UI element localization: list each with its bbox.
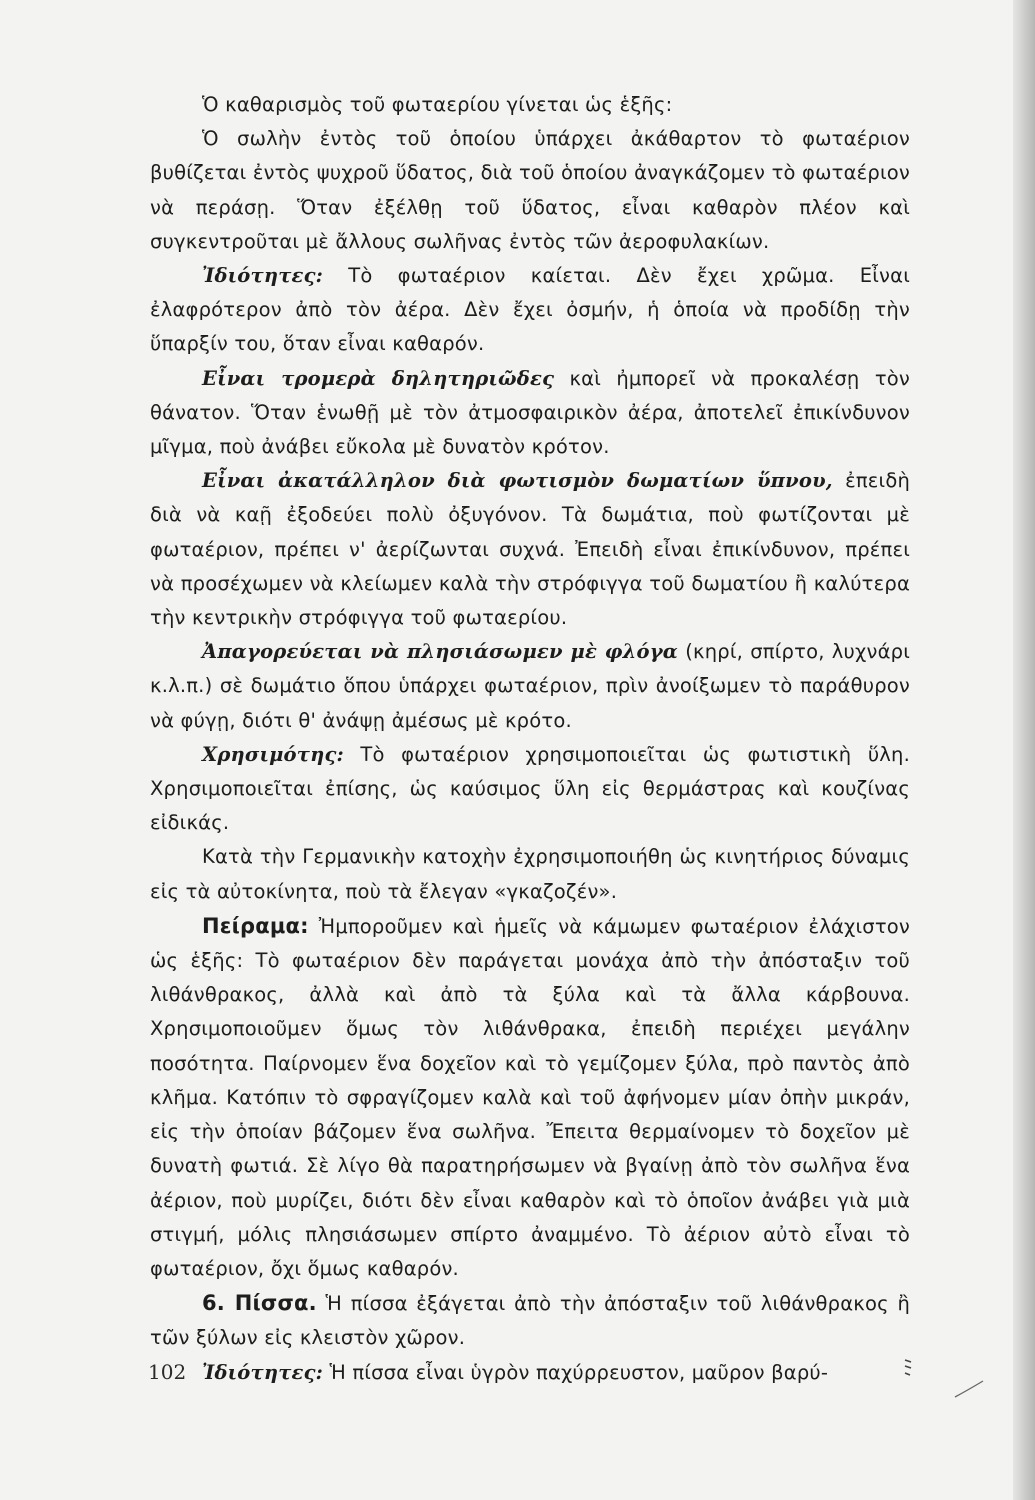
paragraph-usefulness <box>150 738 910 841</box>
paragraph-occupation <box>150 840 910 908</box>
paragraph-text: Ὁ σωλὴν ἐντὸς τοῦ ὁποίου ὑπάρχει ἀκάθαρτον τὸ φωταέριον βυθίζεται ἐντὸς ψυχροῦ ὕδατος, διὰ τοῦ ὁποίου ἀναγκάζομεν τὸ φωταέριον νὰ περάσῃ. Ὅταν ἐξέλθῃ τοῦ ὕδατος, εἶναι καθαρὸν πλέον καὶ συγκεντροῦται μὲ ἄλλους σωλῆνας ἐντὸς τῶν ἀεροφυλακίων. <box>150 127 910 253</box>
page-number: 102 <box>148 1360 187 1384</box>
page-edge <box>1013 0 1035 1500</box>
paragraph-pitch-properties <box>150 1356 910 1390</box>
section-heading-pitch: 6. Πίσσα. <box>202 1291 317 1316</box>
paragraph-properties <box>150 259 910 362</box>
paragraph-lead: Εἶναι ἀκατάλληλον διὰ φωτισμὸν δωματίων ὕπνου, <box>202 469 833 493</box>
paragraph-lead: Ἰδιότητες: <box>202 1360 324 1384</box>
paragraph-text: (κηρί, σπίρτο, λυχνάρι κ.λ.π.) σὲ δωμάτιο ὅπου ὑπάρχει φωταέριον, πρὶν ἀνοίξωμεν τὸ παράθυρον νὰ φύγῃ, διότι θ' ἀνάψῃ ἀμέσως μὲ κρότο. <box>150 640 910 732</box>
paragraph-purification-intro <box>150 88 910 122</box>
body-text <box>150 88 910 1390</box>
paragraph-text: Ὁ καθαρισμὸς τοῦ φωταερίου γίνεται ὡς ἑξῆς: <box>202 93 673 116</box>
paragraph-text: Τὸ φωταέριον χρησιμοποιεῖται ὡς φωτιστικὴ ὕλη. Χρησιμοποιεῖται ἐπίσης, ὡς καύσιμος ὕλη εἰς θερμάστρας καὶ κουζίνας εἰδικάς. <box>150 742 910 835</box>
paragraph-text: ἐπειδὴ διὰ νὰ καῇ ἐξοδεύει πολὺ ὀξυγόνον. Τὰ δωμάτια, ποὺ φωτίζονται μὲ φωταέριον, πρέπει ν' ἀερίζωνται συχνά. Ἐπειδὴ εἶναι ἐπικίνδυνον, πρέπει νὰ προσέχωμεν νὰ κλείωμεν καλὰ τὴν στρόφιγγα τοῦ δωματίου ἢ καλύτερα τὴν κεντρικὴν στρόφιγγα τοῦ φωταερίου. <box>150 469 911 630</box>
ink-mark-icon <box>903 1357 913 1379</box>
paragraph-flame-warning <box>150 635 910 738</box>
paragraph-experiment <box>150 909 910 1286</box>
paragraph-pitch <box>150 1286 910 1355</box>
paragraph-lead: Εἶναι τρομερὰ δηλητηριῶδες <box>202 366 555 390</box>
paragraph-purification-process <box>150 122 910 259</box>
paragraph-text: καὶ ἠμπορεῖ νὰ προκαλέσῃ τὸν θάνατον. Ὅταν ἑνωθῇ μὲ τὸν ἀτμοσφαιρικὸν ἀέρα, ἀποτελεῖ ἐπικίνδυνον μῖγμα, ποὺ ἀνάβει εὔκολα μὲ δυνατὸν κρότον. <box>150 366 910 459</box>
paragraph-poisonous <box>150 362 910 465</box>
paragraph-lead: Χρησιμότης: <box>202 742 344 766</box>
paragraph-text: Ἡ πίσσα εἶναι ὑγρὸν παχύρρευστον, μαῦρον βαρύ- <box>329 1360 829 1384</box>
ink-smudge-icon <box>952 1378 986 1400</box>
paragraph-text: Ἡ πίσσα ἐξάγεται ἀπὸ τὴν ἀπόσταξιν τοῦ λιθάνθρακος ἢ τῶν ξύλων εἰς κλειστὸν χῶρον. <box>150 1292 911 1350</box>
paragraph-bedroom-warning <box>150 464 910 635</box>
paragraph-text: Κατὰ τὴν Γερμανικὴν κατοχὴν ἐχρησιμοποιήθη ὡς κινητήριος δύναμις εἰς τὰ αὐτοκίνητα, ποὺ τὰ ἔλεγαν «γκαζοζέν». <box>150 845 910 903</box>
paragraph-lead: Ἀπαγορεύεται νὰ πλησιάσωμεν μὲ φλόγα <box>202 640 679 664</box>
paragraph-text: Ἠμποροῦμεν καὶ ἡμεῖς νὰ κάμωμεν φωταέριον ἐλάχιστον ὡς ἑξῆς: Τὸ φωταέριον δὲν παράγεται μονάχα ἀπὸ τὴν ἀπόσταξιν τοῦ λιθάνθρακος, ἀλλὰ καὶ ἀπὸ τὰ ξύλα καὶ τὰ ἄλλα κάρβουνα. Χρησιμοποιοῦμεν ὅμως τὸν λιθάνθρακα, ἐπειδὴ περιέχει μεγάλην ποσότητα. Παίρνομεν ἕνα δοχεῖον καὶ τὸ γεμίζομεν ξύλα, πρὸ παντὸς ἀπὸ κλῆμα. Κατόπιν τὸ σφραγίζομεν καλὰ καὶ τοῦ ἀφήνομεν μίαν ὀπὴν μικράν, εἰς τὴν ὁποίαν βάζομεν ἕνα σωλῆνα. Ἔπειτα θερμαίνομεν τὸ δοχεῖον μὲ δυνατὴ φωτιά. Σὲ λίγο θὰ παρατηρήσωμεν νὰ βγαίνῃ ἀπὸ τὸν σωλῆνα ἕνα ἀέριον, ποὺ μυρίζει, διότι δὲν εἶναι καθαρὸν καὶ τὸ ὁποῖον ἀνάβει γιὰ μιὰ στιγμή, μόλις πλησιάσωμεν σπίρτο ἀναμμένο. Τὸ ἀέριον αὐτὸ εἶναι τὸ φωταέριον, ὄχι ὅμως καθαρόν. <box>150 914 910 1280</box>
paragraph-text: Τὸ φωταέριον καίεται. Δὲν ἔχει χρῶμα. Εἶναι ἐλαφρότερον ἀπὸ τὸν ἀέρα. Δὲν ἔχει ὀσμήν, ἡ ὁποία νὰ προδίδῃ τὴν ὕπαρξίν του, ὅταν εἶναι καθαρόν. <box>150 264 910 356</box>
paragraph-heading: Πείραμα: <box>202 913 309 938</box>
paragraph-lead: Ἰδιότητες: <box>202 264 324 288</box>
